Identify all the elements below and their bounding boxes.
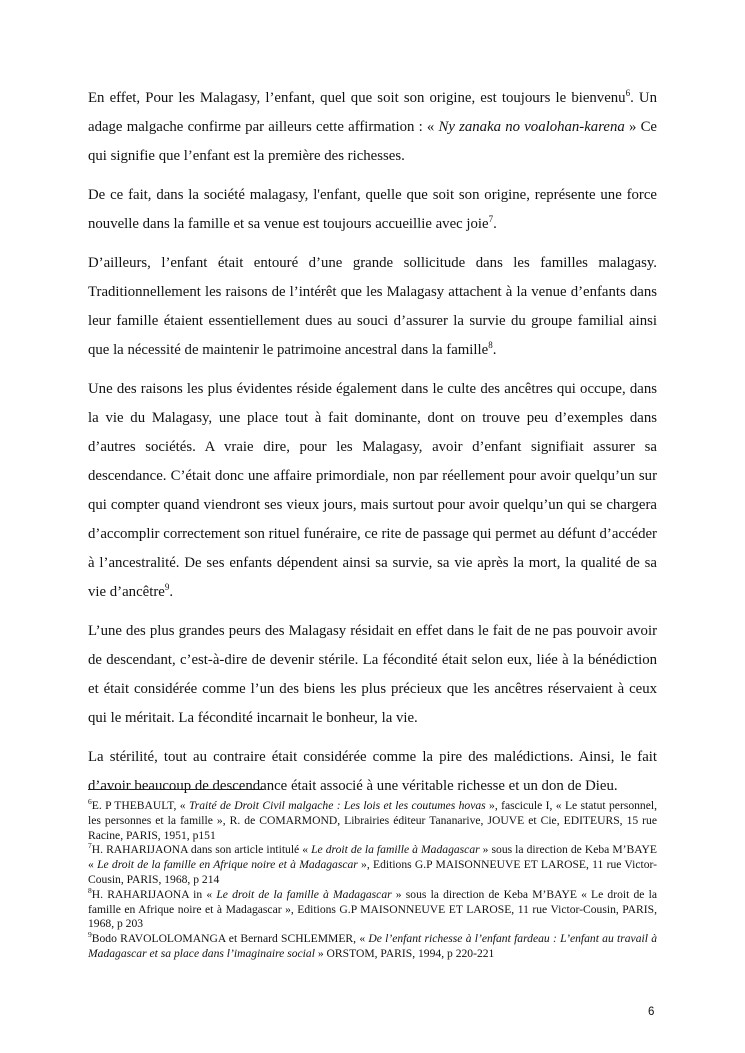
footnote-9: $^9$Bodo RAVOLOLOMANGA et Bernard SCHLEMMER, « De l’enfant richesse à l’enfant fardeau : L’enfant au travail à Madagascar et sa place dans l’imaginaire social » ORSTOM, PARIS, 1994, p 220-221 <box>88 930 657 960</box>
footnote-separator <box>88 789 264 790</box>
paragraph-6: La stérilité, tout au contraire était considérée comme la pire des malédictions. Ainsi, le fait d’avoir beaucoup de descendance était associé à une véritable richesse et un don de Dieu. <box>88 749 657 794</box>
paragraph-2: De ce fait, dans la société malagasy, l'enfant, quelle que soit son origine, représente une force nouvelle dans la famille et sa venue est toujours accueillie avec joie$^7$. <box>88 187 657 232</box>
footnote-ref-6: 6 <box>625 88 631 99</box>
paragraph-1: En effet, Pour les Malagasy, l’enfant, quel que soit son origine, est toujours le bienvenu$^6$. Un adage malgache confirme par ailleurs cette affirmation : « Ny zanaka no voalohan-karena » Ce qui signifie que l’enfant est la première des richesses. <box>88 88 658 164</box>
paragraph-5: L’une des plus grandes peurs des Malagasy résidait en effet dans le fait de ne pas pouvoir avoir de descendant, c’est-à-dire de devenir stérile. La fécondité était selon eux, liée à la bénédiction et était considérée comme l’un des biens les plus précieux que les ancêtres réservaient à ceux qui le méritait. La fécondité incarnait le bonheur, la vie. <box>88 623 657 726</box>
footnotes <box>88 799 657 962</box>
body-text <box>88 84 657 811</box>
footnote-ref-7: 7 <box>488 214 494 225</box>
paragraph-4: Une des raisons les plus évidentes réside également dans le culte des ancêtres qui occupe, dans la vie du Malagasy, une place tout à fait dominante, dont on trouve peu d’exemples dans d’autres sociétés. A vraie dire, pour les Malagasy, avoir d’enfant signifiait assurer sa descendance. C’était donc une affaire primordiale, non par réellement pour avoir quelqu’un sur qui compter quand viendront ses vieux jours, mais surtout pour avoir quelqu’un qui se chargera d’accomplir correctement son rituel funéraire, ce rite de passage qui permet au défunt d’accéder à l’ancestralité. De ses enfants dépendent ainsi sa survie, sa vie après la mort, la qualité de sa vie d’ancêtre$^9$. <box>88 381 657 600</box>
footnote-ref-9: 9 <box>164 582 170 593</box>
footnote-ref-8: 8 <box>488 340 493 351</box>
page-number: 6 <box>648 1006 655 1018</box>
footnote-6: $^6$E. P THEBAULT, « Traité de Droit Civil malgache : Les lois et les coutumes hovas », fascicule I, « Le statut personnel, les personnes et la famille », R. de COMARMOND, Librairies éditeur Tananarive, JOUVE et Cie, EDITEURS, 15 rue Racine, PARIS, 1951, p151 <box>88 797 657 842</box>
malagasy-proverb: Ny zanaka no voalohan-karena <box>438 119 625 135</box>
footnote-8: $^8$H. RAHARIJAONA in « Le droit de la famille à Madagascar » sous la direction de Keba M’BAYE « Le droit de la famille en Afrique noire et à Madagascar », Editions G.P MAISONNEUVE ET LAROSE, 11 rue Victor-Cousin, PARIS, 1968, p 203 <box>88 885 657 931</box>
paragraph-3: D’ailleurs, l’enfant était entouré d’une grande sollicitude dans les familles malagasy. Traditionnellement les raisons de l’intérêt que les Malagasy attachent à la venue d’enfants dans leur famille étaient essentiellement dues au souci d’assurer la survie du groupe familial ainsi que la nécessité de maintenir le patrimoine ancestral dans la famille$^8$. <box>88 255 657 358</box>
footnote-7: $^7$H. RAHARIJAONA dans son article intitulé « Le droit de la famille à Madagascar » sous la direction de Keba M’BAYE « Le droit de la famille en Afrique noire et à Madagascar », Editions G.P MAISONNEUVE ET LAROSE, 11 rue Victor-Cousin, PARIS, 1968, p 214 <box>88 841 657 886</box>
